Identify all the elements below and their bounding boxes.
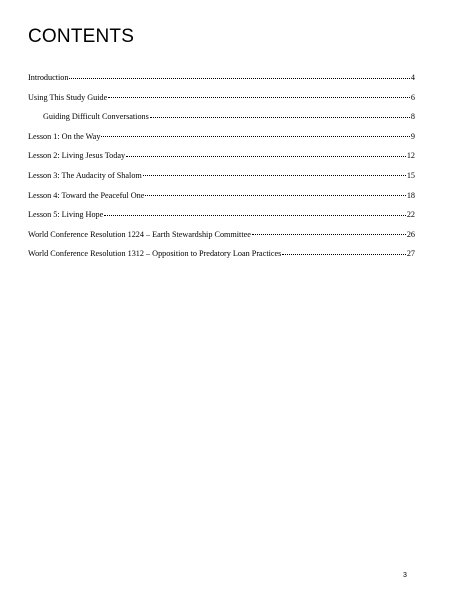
toc-entry-lesson-2[interactable] (28, 150, 415, 170)
toc-entry-page: 26 (406, 229, 415, 239)
toc-entry-guiding-difficult-conversations[interactable] (28, 111, 415, 131)
toc-entry-page: 9 (410, 131, 415, 141)
toc-entry-page: 6 (410, 92, 415, 102)
toc-entry-label: Lesson 5: Living Hope (28, 210, 104, 220)
toc-entry-page: 15 (406, 170, 415, 180)
toc-entry-page: 27 (406, 249, 415, 259)
toc-entry-introduction[interactable] (28, 72, 415, 92)
dot-leader (108, 97, 410, 98)
toc-entry-label: Introduction (28, 73, 69, 82)
toc-entry-lesson-4[interactable] (28, 190, 415, 210)
dot-leader (143, 175, 406, 176)
toc-entry-label: World Conference Resolution 1312 – Opposition to Predatory Loan Practices (28, 249, 282, 259)
toc-entry-page: 4 (410, 73, 415, 82)
contents-heading: CONTENTS (28, 26, 135, 47)
toc-entry-lesson-3[interactable] (28, 170, 415, 190)
toc-entry-page: 8 (410, 112, 415, 122)
dot-leader (150, 117, 410, 118)
toc-entry-label: World Conference Resolution 1224 – Earth Stewardship Committee (28, 229, 251, 239)
toc-entry-label: Lesson 1: On the Way (28, 131, 101, 141)
toc-entry-using-this-study-guide[interactable] (28, 92, 415, 112)
dot-leader (104, 215, 406, 216)
table-of-contents (28, 72, 415, 268)
toc-entry-label: Lesson 3: The Audacity of Shalom (28, 170, 142, 180)
toc-entry-label: Using This Study Guide (28, 92, 108, 102)
dot-leader (282, 254, 405, 255)
toc-entry-page: 18 (406, 190, 415, 200)
toc-entry-lesson-1[interactable] (28, 131, 415, 151)
dot-leader (101, 136, 409, 137)
toc-entry-label: Lesson 4: Toward the Peaceful One (28, 190, 145, 200)
page-number: 3 (403, 572, 407, 579)
toc-entry-page: 12 (406, 151, 415, 161)
dot-leader (69, 78, 409, 79)
toc-entry-lesson-5[interactable] (28, 209, 415, 229)
toc-entry-resolution-1312[interactable] (28, 248, 415, 268)
toc-entry-resolution-1224[interactable] (28, 229, 415, 249)
dot-leader (126, 156, 406, 157)
dot-leader (252, 234, 406, 235)
dot-leader (145, 195, 405, 196)
toc-entry-label: Lesson 2: Living Jesus Today (28, 151, 126, 161)
toc-entry-page: 22 (406, 210, 415, 220)
toc-entry-label: Guiding Difficult Conversations (43, 112, 149, 122)
